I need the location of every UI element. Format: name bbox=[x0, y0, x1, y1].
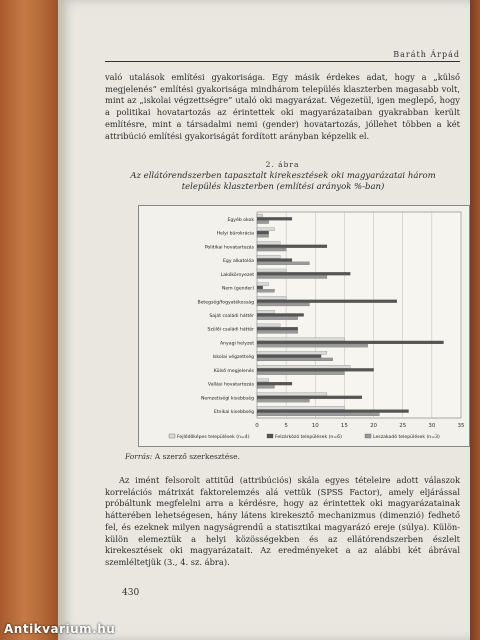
bar bbox=[257, 300, 397, 303]
bar bbox=[257, 283, 269, 286]
category-label: Etnikai kisebbség bbox=[213, 410, 254, 416]
bar bbox=[257, 379, 269, 382]
chart-frame bbox=[138, 205, 470, 447]
bar bbox=[257, 327, 298, 330]
bar bbox=[257, 338, 344, 341]
bar bbox=[257, 242, 280, 245]
x-tick-label: 30 bbox=[428, 423, 436, 429]
category-label: Nem (gender) bbox=[221, 286, 254, 292]
bar bbox=[257, 231, 269, 234]
bar bbox=[257, 406, 344, 409]
bar bbox=[257, 413, 379, 416]
category-label: Egyéb okok bbox=[227, 217, 254, 223]
bar bbox=[257, 410, 409, 413]
category-label: Szülői családi háttér bbox=[207, 327, 254, 333]
bar bbox=[257, 296, 286, 299]
bar bbox=[257, 358, 333, 361]
figure-title: Az ellátórendszerben tapasztalt kirekesztések oki magyarázatai három település klaszterben (említési arányok %-ban) bbox=[130, 171, 436, 192]
x-tick-label: 0 bbox=[255, 423, 259, 429]
figure-label: 2. ábra bbox=[265, 160, 300, 169]
bar bbox=[257, 303, 309, 306]
watermark: Antikvarium.hu bbox=[4, 622, 116, 636]
bar bbox=[257, 276, 327, 279]
category-label: Politikai hovatartozás bbox=[204, 245, 254, 251]
x-tick-label: 35 bbox=[457, 423, 465, 429]
bar bbox=[257, 344, 368, 347]
paragraph-top: való utalások említési gyakorisága. Egy másik érdekes adat, hogy a „külső megjelenés” említési gyakorisága mindhárom település klaszterben magasabb volt, mint az „iskolai végzettségre” utaló oki magyarázat. Végezetül, igen meglepő, hogy a politikai hovatartozás az érintettek oki magyarázataiban gyakrabban került említésre, mint a társadalmi nemi (gender) hovatartozás, jóllehet többen a két attribúció említési gyakoriságát fordított arányban képzelik el. bbox=[105, 72, 460, 141]
bar bbox=[257, 255, 280, 258]
category-label: Betegség/fogyatékosság bbox=[197, 300, 254, 306]
bar bbox=[257, 393, 327, 396]
category-label: Egy alkatolóa bbox=[223, 259, 254, 265]
bar bbox=[257, 310, 274, 313]
running-header: Baráth Árpád bbox=[105, 50, 460, 62]
source-prefix: Forrás: bbox=[125, 452, 153, 461]
bar bbox=[257, 217, 292, 220]
bar bbox=[257, 372, 344, 375]
wooden-background-right bbox=[470, 0, 480, 640]
legend-swatch bbox=[169, 434, 175, 438]
bar bbox=[257, 245, 327, 248]
bar bbox=[257, 269, 286, 272]
bar bbox=[257, 214, 263, 217]
bar bbox=[257, 259, 292, 262]
category-label: Iskolai végzettség bbox=[212, 355, 254, 361]
bar bbox=[257, 324, 280, 327]
bar bbox=[257, 365, 350, 368]
bar bbox=[257, 317, 298, 320]
wooden-background-left bbox=[0, 0, 60, 640]
page-number: 430 bbox=[122, 588, 140, 598]
bar bbox=[257, 234, 269, 237]
legend-label: Leszakadó települések (n=3) bbox=[373, 435, 440, 440]
bar bbox=[257, 399, 309, 402]
category-label: Anyagi helyzet bbox=[219, 341, 254, 347]
paragraph-bottom: Az imént felsorolt attitűd (attribúciós) skála egyes tételeire adott válaszok korrelációs mátrixát faktorelemzés alá vettük (SPSS Factor), amely eljárással próbáltunk megfelelni arra a kérdésre, hogy az érintettek oki magyarázatainak hátterében lehetségesen, hány látens kirekesztő mechanizmus (dimenzió) fedhető fel, és ezeknek milyen nagyságrendű a statisztikai magyarázó ereje (súlya). Külön-külön elemeztük a helyi közösségekben és az ellátórendszerben észlelt kirekesztések oki magyarázatait. Az eredményeket a az alábbi két ábrával szemléltetjük (3., 4. sz. ábra). bbox=[105, 475, 460, 567]
bar bbox=[257, 313, 304, 316]
bar bbox=[257, 289, 274, 292]
category-label: Saját családi háttér bbox=[209, 314, 254, 319]
category-label: Nemzetiségi kisebbség bbox=[200, 396, 254, 402]
category-label: Vallási hovatartozás bbox=[207, 382, 254, 388]
x-tick-label: 10 bbox=[311, 423, 319, 429]
bar bbox=[257, 351, 327, 354]
category-label: Lakókörnyezet bbox=[220, 272, 254, 278]
legend-swatch bbox=[267, 434, 273, 438]
bar bbox=[257, 221, 269, 224]
category-label: Helyi bürokrácia bbox=[216, 231, 254, 237]
legend-label: Felzárkózó települések (n=6) bbox=[275, 435, 342, 440]
source-text: A szerző szerkesztése. bbox=[154, 452, 240, 461]
bar bbox=[257, 330, 298, 333]
bar bbox=[257, 248, 286, 251]
category-label: Külső megjelenés bbox=[213, 368, 254, 374]
legend-label: Fejlődőképes települések (n=4) bbox=[177, 435, 250, 440]
bar bbox=[257, 286, 263, 289]
legend-swatch bbox=[365, 434, 371, 438]
x-tick-label: 5 bbox=[284, 423, 288, 429]
x-tick-label: 15 bbox=[340, 423, 348, 429]
bar bbox=[257, 385, 274, 388]
x-tick-label: 25 bbox=[399, 423, 407, 429]
bar bbox=[257, 368, 374, 371]
bar bbox=[257, 272, 350, 275]
bar-chart bbox=[139, 206, 469, 446]
book-page bbox=[58, 0, 470, 640]
figure-source bbox=[125, 452, 240, 461]
bar bbox=[257, 228, 274, 231]
bar bbox=[257, 341, 444, 344]
bar bbox=[257, 355, 321, 358]
bar bbox=[257, 396, 362, 399]
bar bbox=[257, 382, 292, 385]
bar bbox=[257, 262, 309, 265]
x-tick-label: 20 bbox=[370, 423, 378, 429]
